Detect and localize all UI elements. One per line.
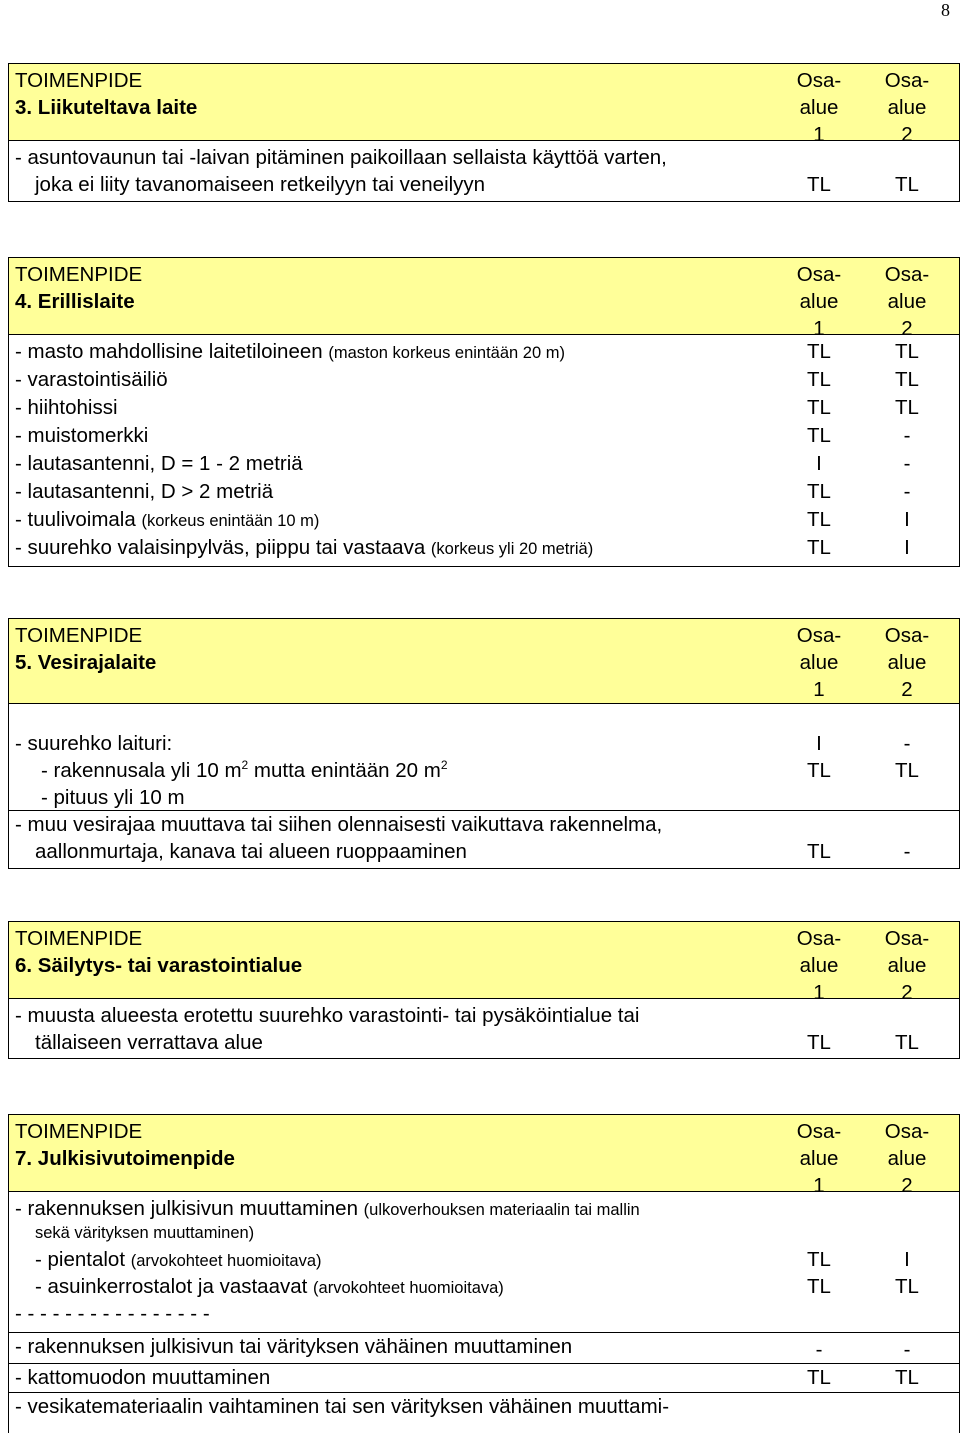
value-area-1: TL <box>807 396 831 419</box>
row-text: sekä värityksen muuttaminen) <box>35 1224 255 1242</box>
table-row <box>8 703 960 810</box>
table-row <box>8 1363 960 1392</box>
table-header <box>8 1114 960 1197</box>
row-text: tällaiseen verrattava alue <box>35 1031 263 1054</box>
list-item: - lautasantenni, D = 1 - 2 metriä <box>15 452 303 475</box>
value-area-1: TL <box>807 480 831 503</box>
value-area-2: TL <box>895 1275 919 1298</box>
value-area-2: TL <box>895 340 919 363</box>
value-area-1: TL <box>807 1366 831 1389</box>
row-text: - vesikatemateriaalin vaihtaminen tai sen värityksen vähäinen muuttami- <box>15 1395 670 1418</box>
table-header <box>8 618 960 703</box>
col-osa-alue-2: Osa- alue 2 <box>884 927 930 1004</box>
header-title: TOIMENPIDE <box>15 1120 143 1143</box>
section-3-table <box>8 63 960 202</box>
row-text: - rakennuksen julkisivun muuttaminen (ulkoverhouksen materiaalin tai mallin <box>15 1197 640 1220</box>
list-item: - lautasantenni, D > 2 metriä <box>15 480 274 503</box>
row-text: joka ei liity tavanomaiseen retkeilyyn tai veneilyyn <box>35 173 486 196</box>
row-text: - pituus yli 10 m <box>41 786 185 809</box>
value-area-2: - <box>903 1338 911 1361</box>
value-area-2: I <box>904 1248 910 1271</box>
value-area-1: TL <box>807 1248 831 1271</box>
section-heading: 5. Vesirajalaite <box>15 651 157 674</box>
table-row <box>8 140 960 202</box>
col-osa-alue-1: Osa- alue 1 <box>796 263 842 340</box>
value-area-1: TL <box>807 1275 831 1298</box>
list-item: - suurehko valaisinpylväs, piippu tai vastaava (korkeus yli 20 metriä) <box>15 536 594 559</box>
value-area-1: I <box>816 732 822 755</box>
page-number: 8 <box>941 0 950 20</box>
section-heading: 4. Erillislaite <box>15 290 135 313</box>
header-title: TOIMENPIDE <box>15 927 143 950</box>
value-area-1: - <box>815 1338 823 1361</box>
section-4-table <box>8 257 960 567</box>
header-title: TOIMENPIDE <box>15 263 143 286</box>
row-text: aallonmurtaja, kanava tai alueen ruoppaaminen <box>35 840 467 863</box>
list-item: - muistomerkki <box>15 424 149 447</box>
section-heading: 7. Julkisivutoimenpide <box>15 1147 235 1170</box>
row-text: - muu vesirajaa muuttava tai siihen olennaisesti vaikuttava rakennelma, <box>15 813 663 836</box>
row-text: - muusta alueesta erotettu suurehko varastointi- tai pysäköintialue tai <box>15 1004 640 1027</box>
value-area-1: I <box>816 452 822 475</box>
value-area-1: TL <box>807 508 831 531</box>
value-area-2: TL <box>895 396 919 419</box>
value-area-1: TL <box>807 840 831 863</box>
row-text: - suurehko laituri: <box>15 732 173 755</box>
col-osa-alue-1: Osa- alue 1 <box>796 927 842 1004</box>
table-header <box>8 921 960 1004</box>
list-item: - tuulivoimala (korkeus enintään 10 m) <box>15 508 320 531</box>
list-item: - varastointisäiliö <box>15 368 168 391</box>
row-text: - rakennuksen julkisivun tai värityksen vähäinen muuttaminen <box>15 1335 573 1358</box>
value-area-2: TL <box>895 1031 919 1054</box>
row-text: - rakennusala yli 10 $m^2$ mutta enintään 20 $m^2$ <box>41 758 448 782</box>
list-item: - masto mahdollisine laitetiloineen (maston korkeus enintään 20 m) <box>15 340 565 363</box>
table-row <box>8 1191 960 1332</box>
table-row <box>8 810 960 869</box>
value-area-2: - <box>903 480 911 503</box>
table-row <box>8 1332 960 1363</box>
section-5-table <box>8 618 960 869</box>
col-osa-alue-2: Osa- alue 2 <box>884 69 930 146</box>
section-7-table <box>8 1114 960 1433</box>
col-osa-alue-1: Osa- alue 1 <box>796 624 842 701</box>
value-area-1: TL <box>807 340 831 363</box>
col-osa-alue-2: Osa- alue 2 <box>884 624 930 701</box>
section-heading: 3. Liikuteltava laite <box>15 96 198 119</box>
value-area-2: - <box>903 732 911 755</box>
list-item: - hiihtohissi <box>15 396 118 419</box>
value-area-2: TL <box>895 173 919 196</box>
row-text: - asuntovaunun tai -laivan pitäminen paikoillaan sellaista käyttöä varten, <box>15 146 667 169</box>
value-area-2: I <box>904 508 910 531</box>
row-text: - asuinkerrostalot ja vastaavat (arvokohteet huomioitava) <box>35 1275 504 1298</box>
col-osa-alue-1: Osa- alue 1 <box>796 69 842 146</box>
value-area-2: TL <box>895 759 919 782</box>
table-row <box>8 998 960 1059</box>
value-area-2: TL <box>895 368 919 391</box>
table-body <box>8 334 960 567</box>
value-area-1: TL <box>807 536 831 559</box>
value-area-1: TL <box>807 173 831 196</box>
value-area-2: - <box>903 452 911 475</box>
header-title: TOIMENPIDE <box>15 69 143 92</box>
value-area-2: - <box>903 424 911 447</box>
section-6-table <box>8 921 960 1059</box>
value-area-1: TL <box>807 1031 831 1054</box>
value-area-1: TL <box>807 424 831 447</box>
table-header <box>8 257 960 340</box>
value-area-1: TL <box>807 368 831 391</box>
col-osa-alue-1: Osa- alue 1 <box>796 1120 842 1197</box>
row-text: - pientalot (arvokohteet huomioitava) <box>35 1248 322 1271</box>
col-osa-alue-2: Osa- alue 2 <box>884 1120 930 1197</box>
value-area-2: - <box>903 840 911 863</box>
value-area-2: I <box>904 536 910 559</box>
value-area-1: TL <box>807 759 831 782</box>
table-header <box>8 63 960 146</box>
dash-separator: - - - - - - - - - - - - - - - - <box>15 1302 210 1325</box>
header-title: TOIMENPIDE <box>15 624 143 647</box>
value-area-2: TL <box>895 1366 919 1389</box>
row-text: - kattomuodon muuttaminen <box>15 1366 271 1389</box>
col-osa-alue-2: Osa- alue 2 <box>884 263 930 340</box>
table-row <box>8 1392 960 1433</box>
section-heading: 6. Säilytys- tai varastointialue <box>15 954 303 977</box>
